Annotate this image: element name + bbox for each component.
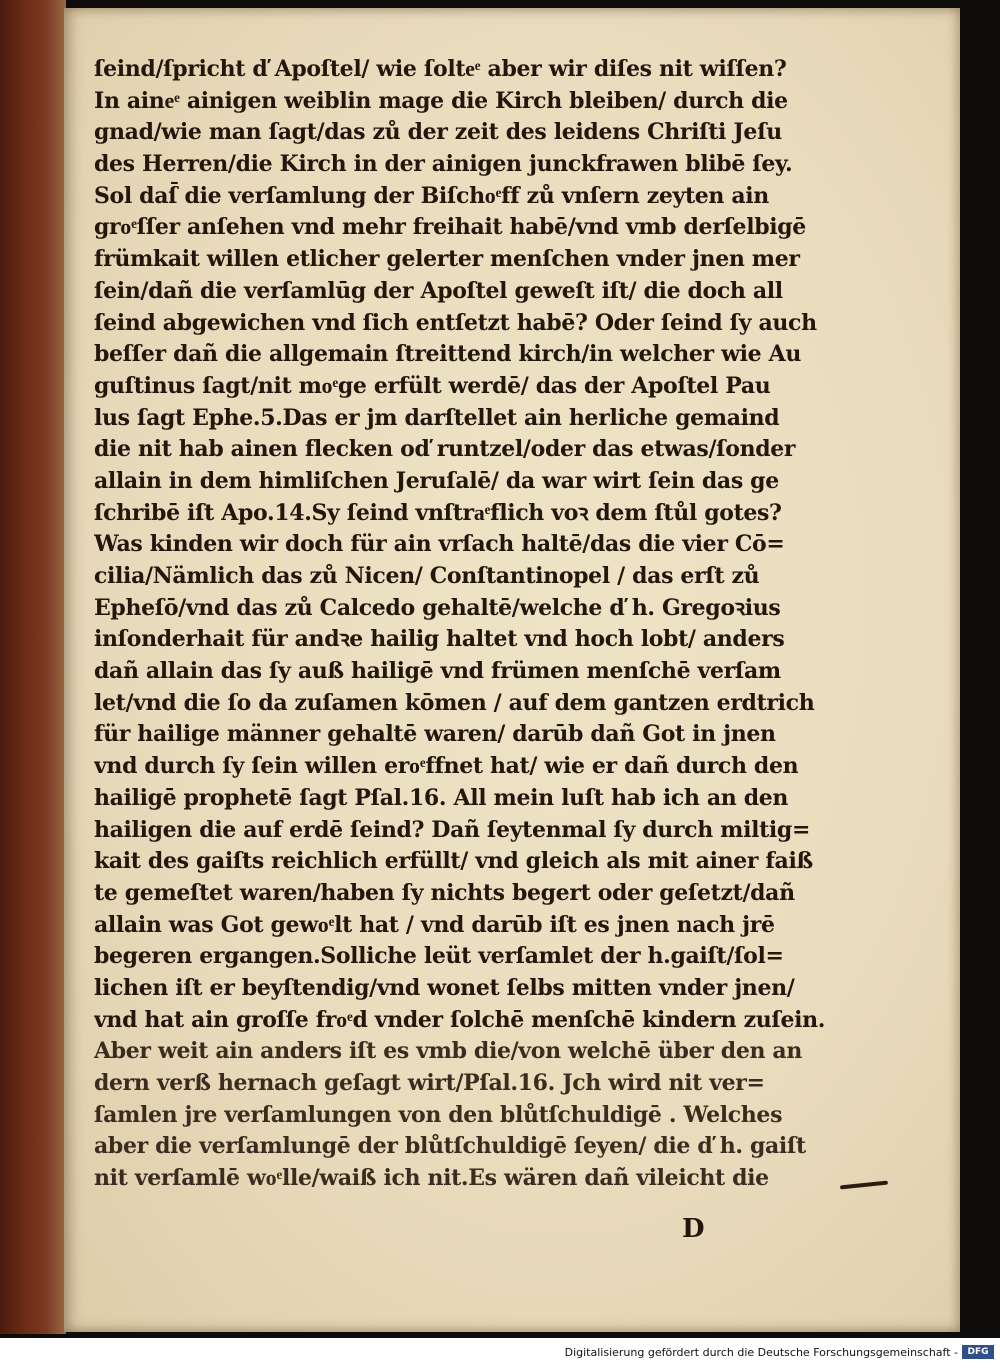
text-line: allain was Got gewoͤlt hat / vnd darūb iſt es jnen nach jrē [94, 911, 775, 938]
text-line: inſonderhait für andꝛe hailig haltet vnd hoch lobt/ anders [94, 626, 785, 653]
text-line: lus ſagt Ephe.5.Das er jm darſtellet ain herliche gemaind [94, 404, 780, 431]
text-line: cilia/Nämlich das zů Nicen/ Conſtantinopel / das erſt zů [94, 563, 760, 589]
text-line: vnd durch ſy ſein willen eroͤffnet hat/ wie er dañ durch den [94, 753, 799, 780]
text-line: allain in dem himliſchen Jeruſalē/ da war wirt ſein das ge [94, 467, 779, 494]
text-line: ſamlen jre verſamlungen von den blůtſchuldigē . Welches [94, 1101, 783, 1128]
footer-bar [0, 1338, 1000, 1368]
text-line: te gemeſtet waren/haben ſy nichts begert oder geſetzt/dañ [94, 879, 795, 906]
text-line: hailigen die auf erdē ſeind? Dañ ſeytenmal ſy durch miltig= [94, 816, 811, 843]
text-line: lichen iſt er beyſtendig/vnd wonet ſelbs mitten vnder jnen/ [94, 974, 795, 1001]
text-line: groͤſſer anſehen vnd mehr freihait habē/vnd vmb derſelbigē [94, 214, 806, 241]
footer-credit: Digitalisierung gefördert durch die Deutsche Forschungsgemeinschaft - [564, 1346, 958, 1359]
text-line: für hailige männer gehaltē waren/ darūb dañ Got in jnen [94, 721, 776, 748]
text-line: Was kinden wir doch für ain vrſach haltē/das die vier Cō= [94, 531, 785, 558]
signature-mark: D [682, 1214, 705, 1244]
text-line: ſeind/ſpricht ď Apoſtel/ wie ſolteͤ aber wir diſes nit wiſſen? [94, 56, 787, 82]
text-line: guſtinus ſagt/nit moͤge erfült werdē/ das der Apoſtel Pau [94, 372, 771, 399]
text-line: gnad/wie man ſagt/das zů der zeit des leidens Chriſti Jeſu [94, 119, 782, 146]
text-line: aber die verſamlungē der blůtſchuldigē ſeyen/ die ď h. gaiſt [94, 1133, 806, 1160]
text-line: begeren ergangen.Solliche leüt verſamlet der h.gaiſt/ſol= [94, 943, 784, 970]
text-block [94, 54, 884, 1195]
text-line: Aber weit ain anders iſt es vmb die/von welchē über den an [94, 1038, 802, 1065]
book-edge [0, 0, 66, 1334]
text-line: ſein/dañ die verſamlūg der Apoſtel geweſt iſt/ die doch all [94, 277, 783, 304]
text-line: nit verſamlē woͤlle/waiß ich nit.Es wären dañ vileicht die [94, 1165, 769, 1192]
text-line: let/vnd die ſo da zuſamen kōmen / auf dem gantzen erdtrich [94, 689, 815, 716]
text-line: frümkait willen etlicher gelerter menſchen vnder jnen mer [94, 246, 800, 273]
text-line: hailigē prophetē ſagt Pſal.16. All mein luſt hab ich an den [94, 784, 789, 811]
text-line: Sol daſ̄ die verſamlung der Biſchoͤff zů vnſern zeyten ain [94, 182, 769, 209]
text-line: ſchribē iſt Apo.14.Sy ſeind vnſtraͤflich voꝛ dem ſtůl gotes? [94, 499, 782, 526]
dfg-logo-icon: DFG [962, 1345, 994, 1359]
text-line: ſeind abgewichen vnd ſich entſetzt habē? Oder ſeind ſy auch [94, 309, 817, 336]
book-page [64, 8, 960, 1332]
text-line: des Herren/die Kirch in der ainigen junckfrawen blibē ſey. [94, 151, 793, 178]
text-line: dern verß hernach geſagt wirt/Pſal.16. Jch wird nit ver= [94, 1070, 765, 1096]
text-line: Epheſō/vnd das zů Calcedo gehaltē/welche ď h. Gregoꝛius [94, 594, 781, 621]
text-line: beſſer dañ die allgemain ſtreittend kirch/in welcher wie Au [94, 341, 801, 368]
text-line: vnd hat ain groſſe froͤd vnder ſolchē menſchē kindern zuſein. [94, 1006, 826, 1033]
text-line: In aineͤ ainigen weiblin mage die Kirch bleiben/ durch die [94, 87, 788, 114]
text-line: die nit hab ainen flecken oď runtzel/oder das etwas/ſonder [94, 436, 796, 463]
text-line: kait des gaiſts reichlich erfüllt/ vnd gleich als mit ainer faiß [94, 848, 813, 875]
text-line: dañ allain das ſy auß hailigē vnd frümen menſchē verſam [94, 658, 781, 685]
